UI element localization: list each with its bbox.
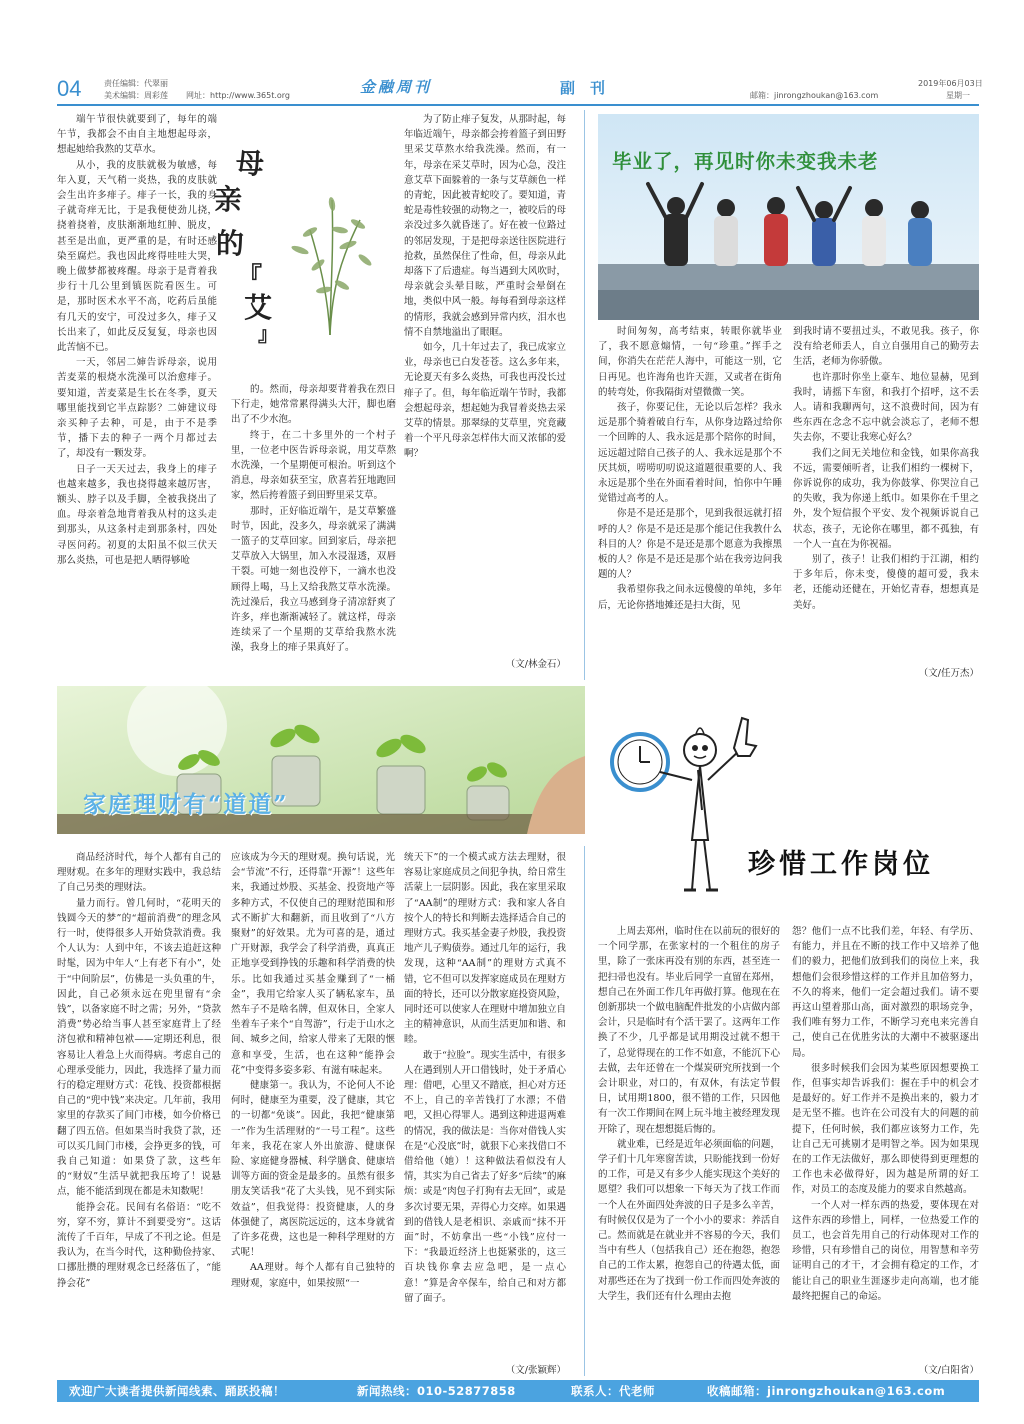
title-char: 』 [258, 322, 278, 346]
paragraph: 日子一天天过去，我身上的痱子也越来越多，我也挠得越来越厉害，额头、脖子以及手脚，全被我挠出了血。母亲着急地背着我从村的这头走到那头，从这条村走到那条村，四处寻医问药。初夏的太阳虽不似三伏天那么炎热，可也是把人晒得够呛 [57, 463, 217, 566]
editor-credit: 责任编辑：代翠丽 [104, 79, 168, 88]
footer-invite: 欢迎广大读者提供新闻线索、踊跃投稿！ [69, 1384, 285, 1398]
paragraph: 也许那时你坐上豪车、地位显赫，见到我时，请摇下车窗，和我打个招呼，这不丢人。请和我聊两句，这不浪费时间，因为有些东西在念念不忘中就会淡忘了，老师不想失去你，不要让我寒心好么？ [793, 371, 979, 444]
article4-column-1 [598, 924, 780, 1380]
footer-email[interactable]: 收稿邮箱：jinrongzhoukan@163.com [707, 1384, 946, 1398]
article3-column-2 [231, 850, 395, 1380]
article3-column-3 [404, 850, 566, 1364]
title-char: 母 [236, 147, 265, 180]
article2-column-1 [598, 324, 782, 684]
issue-date: 2019年06月03日 [918, 79, 983, 88]
graduation-photo [598, 114, 979, 320]
paragraph: 到我时请不要扭过头，不敢见我。孩子，你没有给老师丢人，自立自强用自己的勤劳去生活，老师为你骄傲。 [793, 326, 979, 368]
article2-column-2 [793, 324, 979, 664]
paragraph: 别了，孩子！让我们相约于江湖，相约于多年后，你未变，傻傻的超可爱，我未老，还能动还健在，开始忆青春，想想真是美好。 [793, 554, 979, 611]
paragraph: 我希望你我之间永远傻傻的单纯，多年后，无论你搭地摊还是扫大街，见 [598, 584, 782, 611]
mugwort-illustration [270, 190, 390, 340]
paragraph: 为了防止痱子复发，从那时起，每年临近端午，母亲都会挎着篮子到田野里采艾草熬水给我洗澡。然而，有一年，母亲在采艾草时，因为心急，没注意艾草下面躲着的一条与艾草颜色一样的青蛇，因此被青蛇咬了。要知道，青蛇是毒性较强的动物之一，被咬后的母亲没过多久就昏迷了。好在被一位路过的邻居发现，于是把母亲送往医院进行抢救，虽然保住了性命，但，母亲从此却落下了后遗症。每当遇到大风吹时，母亲就会头晕目眩，严重时会晕倒在地，类似中风一般。每每看到母亲这样的情形，我就会感到异常内疚，泪水也情不自禁地溢出了眼眶。 [404, 114, 566, 338]
section-name: 副 刊 [560, 79, 606, 97]
article4-title: 珍惜工作岗位 [748, 849, 934, 880]
paragraph: 端午节很快就要到了，每年的端午节，我都会不由自主地想起母亲，想起她给我熬的艾草水。 [57, 114, 217, 156]
issue-weekday: 星期一 [946, 91, 970, 100]
paragraph: 我们之间无关地位和金钱，如果你高我不远，需要倾听者，让我们相约一棵树下，你诉说你的成功，我为你鼓掌、你哭泣自己的失败，我为你递上纸巾。如果你在千里之外，发个短信报个平安、发个视频诉说自己状态，孩子，无论你在哪里，都不孤独，有一个人一直在为你祝福。 [793, 447, 979, 550]
paragraph: 统天下”的一个模式或方法去理财，很容易让家庭成员之间犯争执，给日常生活蒙上一层阴影。因此，我在家里采取了“AA制”的理财方式：我和家人各自按个人的特长和判断去选择适合自己的理财方式。我买基金妻子炒股，我投资地产儿子购债券。通过几年的运行，我发现，这种“AA制”的理财方式真不错，它不但可以发挥家庭成员在理财方面的特长，还可以分散家庭投资风险，同时还可以使家人在理财中增加独立自主的精神意识，从而生活更加和谐、和睦。 [404, 852, 566, 1046]
article1-column-3 [404, 112, 566, 652]
paragraph: 如今，几十年过去了，我已成家立业，母亲也已白发苍苍。这么多年来，无论夏天有多么炎热，可我也再没长过痱子了。但，每年临近端午节时，我都会想起母亲，想起她为我冒着炎热去采艾草的情景。那翠绿的艾草里，究竟藏着一个平凡母亲怎样伟大而又浓郁的爱啊？ [404, 342, 566, 460]
contact-email[interactable]: 邮箱：jinrongzhoukan@163.com [750, 91, 879, 100]
column-divider [584, 846, 585, 1376]
website-link[interactable]: 网址：http://www.365t.org [186, 91, 291, 100]
paper-name: 金融周刊 [360, 78, 433, 96]
title-char: 艾 [244, 291, 273, 324]
paragraph: 健康第一。我认为，不论何人不论何时，健康至为重要，没了健康，其它的一切都“免谈”。因此，我把“健康第一”作为生活理财的“一号工程”。这些年来，我花在家人外出旅游、健康保险、家庭健身器械、科学膳食、健康培训等方面的资金是最多的。虽然有很多朋友笑话我“花了大头钱，见不到实际效益”，但我觉得：投资健康，人的身体强健了，离医院远远的，这本身就省了许多花费，这也是一种科学理财的方式呢！ [231, 1080, 395, 1259]
paragraph: 怨？他们一点不比我们差，年轻、有学历、有能力，并且在不断的找工作中又培养了他们的毅力，把他们放到我们的岗位上来，我想他们会很珍惜这样的工作并且加倍努力，不久的将来，他们一定会超过我们。请不要再这山望着那山高，面对激烈的职场竞争，我们唯有努力工作，不断学习充电来完善自己，使自己在优胜劣汰的大潮中不被驱逐出局。 [792, 926, 979, 1059]
article1-column-2 [231, 382, 396, 672]
designer-credit: 美术编辑：周彩莲 [104, 91, 168, 100]
article3-column-1 [57, 850, 221, 1380]
paragraph: 能挣会花。民间有名俗语：“吃不穷，穿不穷，算计不到要受穷”。这话流传了千百年，早成了不刊之论。但是我认为，在当今时代，这种勤俭持家、口挪肚攒的理财观念已经落伍了，“能挣会花” [57, 1201, 221, 1289]
article2-author: （文/任万杰） [918, 668, 979, 679]
title-char: 亲 [214, 183, 243, 216]
paragraph: 应该成为今天的理财观。换句话说，光会“节流”不行，还得靠“开源”！这些年来，我通过炒股、买基金、投资地产等多种方式，不仅使自己的理财范围和形式不断扩大和翻新，而且收到了“八方聚财”的好效果。尤为可喜的是，通过广开财源，我学会了科学消费，真真正正地享受到挣钱的乐趣和科学消费的快乐。比如我通过买基金赚到了“一桶金”，我用它给家人买了辆私家车，虽然车子不是啥名牌，但双休日，全家人坐着车子来个“自驾游”，行走于山水之间、城乡之间，给家人带来了无限的惬意和享受，生活，也在这种“能挣会花”中变得多姿多彩、有滋有味起来。 [231, 852, 395, 1076]
article3-author: （文/张颖辉） [505, 1365, 566, 1376]
paragraph: 时间匆匆，高考结束，转眼你就毕业了，我不愿意煽情，一句“珍重。”挥手之间，你消失在茫茫人海中，可能这一别，它日再见。也许海角也许天涯，又或者在街角的转弯处，你我隔街对望微微一笑。 [598, 326, 782, 398]
paragraph: 孩子，你要记住，无论以后怎样？我永远是那个骑着破自行车，从你身边路过给你一个回眸的人、我永远是那个陪你的时间，远远超过陪自己孩子的人、我永远是那个不厌其烦，唠唠叨叨说这道题很重要的人、我永远是那个坐在外面看着时间，怕你中午睡觉错过高考的人。 [598, 402, 782, 505]
money-plants-photo [57, 686, 585, 834]
paragraph: 量力而行。曾几何时，“花明天的钱圆今天的梦”的“超前消费”的理念风行一时，使得很多人开始贷款消费。我个人认为：人到中年，不该去追赶这种时髦，因为中年人“上有老下有小”，处于“中间阶层”，仿佛是一头负重的牛，因此，自己必须永远在兜里留有“余钱”，以备家庭不时之需；另外，“贷款消费”势必给当事人甚至家庭背上了经济包袱和精神包袱——定期还利息，很容易让人着急上火而得病。考虑自己的心理承受能力，因此，我选择了量力而行的稳定理财方式：花钱、投资都根据自己的“兜中钱”来决定。几年前，我用家里的存款买了间门市楼，如今价格已翻了四五倍。但如果当时我贷了款，还可以买几间门市楼，会挣更多的钱，可我自己知道：如果贷了款，这些年的“财奴”生活早就把我压垮了！说悬点，能不能活到现在都是未知数呢！ [57, 897, 221, 1198]
paragraph: 的。然而，母亲却要背着我在烈日下行走，她常常累得满头大汗，脚也磨出了不少水泡。 [231, 384, 396, 426]
column-divider [584, 110, 585, 680]
paragraph: 你是不是还是那个，见到我很远就打招呼的人？你是不是还是那个能记住我教什么科目的人？你是不是还是那个愿意为我擦黑板的人？你是不是还是那个站在我旁边问我题的人？ [598, 508, 782, 581]
title-char: 『 [238, 261, 262, 290]
article3-title: 家庭理财有“道道” [83, 791, 289, 818]
paragraph: 就业难，已经是近年必须面临的问题，学子们十几年寒窗苦读，只盼能找到一份好的工作，可是又有多少人能实现这个美好的愿望？我们可以想象一下每天为了找工作而一个人在外面四处奔波的日子是多么辛苦，有时候仅仅是为了一个小小的要求：养活自己。然而就是在就业并不容易的今天，我们当中有些人（包括我自己）还在抱怨，抱怨自己的工作太累，抱怨自己的待遇太低，面对那些还在为了找到一份工作而四处奔波的大学生，我们还有什么理由去抱 [598, 1138, 780, 1302]
paragraph: 从小，我的皮肤就极为敏感，每年入夏，天气稍一炎热，我的皮肤就会生出许多痱子。痱子一长，我的身子就奇痒无比，于是我便使劲儿挠，挠着挠着，皮肤渐渐地红肿、脱皮，甚至是出血，更严重的是，有时还感染至腐烂。我也因此疼得哇哇大哭，晚上做梦都被疼醒。母亲于是背着我步行十几公里到镇医院看医生。可是，那时医术水平不高，吃药后虽能有几天的安宁，可没过多久，痱子又长出来了，如此反反复复，母亲也因此苦恼不已。 [57, 159, 217, 354]
article4-author: （文/白阳省） [918, 1365, 979, 1376]
paragraph: 一天，邻居二婶告诉母亲，说用苦麦菜的根烧水洗澡可以治愈痱子。要知道，苦麦菜是生长在冬季，夏天哪里能找到它半点踪影？二婶建议母亲买种子去种，可是，由于不是季节，播下去的种子一两个月都过去了，却没有一颗发芽。 [57, 357, 217, 460]
footer-banner [57, 1380, 979, 1402]
title-char: 的 [216, 227, 245, 260]
article2-title: 毕业了，再见时你未变我未老 [612, 150, 879, 173]
paragraph: 终于，在二十多里外的一个村子里，一位老中医告诉母亲说，用艾草熬水洗澡，一个星期便可根治。听到这个消息，母亲如获至宝，欣喜若狂地跑回家，然后挎着篮子到田野里采艾草。 [231, 429, 396, 502]
paragraph: 上周去郑州，临时住在以前玩的很好的一个同学那，在张家村的一个租住的房子里，除了一张床再没有别的东西，甚至连一把扫帚也没有。毕业后同学一直留在郑州，想自己在外面工作几年再做打算。他现在在创新那块一个做电脑配件批发的小店做内部会计，只是临时有个活干罢了。这两年工作换了不少，几乎都是试用期没过就不想干了，总觉得现在的工作不如意，不能沉下心去做，去年还曾在一个煤炭研究所找到一个会计职业，对口的，有双休，有法定节假日，试用期1800，很不错的工作，只因他有一次工作期间在网上玩斗地主被经理发现开除了，现在想想挺后悔的。 [598, 926, 780, 1135]
article4-column-2 [792, 924, 979, 1360]
article1-column-1 [57, 112, 217, 672]
header-rule [57, 104, 979, 106]
footer-hotline: 新闻热线：010-52877858 [357, 1384, 516, 1398]
paragraph: 那时，正好临近端午，是艾草繁盛时节，因此，没多久，母亲就采了满满一篮子的艾草回家。回到家后，母亲把艾草放入大锅里，加入水浸湿透，双唇干裂。可她一刻也没停下，一滴水也没顾得上喝，马上又给我熬艾草水洗澡。洗过澡后，我立马感到身子清凉舒爽了许多，痒也渐渐减轻了。就这样，母亲连续采了一个星期的艾草给我熬水洗澡，我身上的痱子果真好了。 [231, 505, 396, 654]
footer-contact: 联系人：代老师 [571, 1384, 655, 1398]
paragraph: AA理财。每个人都有自己独特的理财观，家庭中，如果按照“一 [231, 1262, 395, 1289]
paragraph: 敢于“拉脸”。现实生活中，有很多人在遇到别人开口借钱时，处于矛盾心理：借吧，心里又不踏底，担心对方还不上，自己的辛苦钱打了水漂；不借吧，又担心得罪人。遇到这种进退两难的情况，我的做法是：当你对借钱人实在是“心没底”时，就狠下心来找借口不借给他（她）！这种做法看似没有人情，其实为自己省去了好多“后续”的麻烦：或是“肉包子打狗有去无回”，或是多次讨要无果，弄得心力交瘁。如果遇到的借钱人是老相识、亲戚而“抹不开面”时，不妨拿出一些“小钱”应付一下：“我最近经济上也挺紧张的，这三百块钱你拿去应急吧，是一点心意！”算是舍卒保车，给自己和对方都留了面子。 [404, 1049, 566, 1304]
paragraph: 很多时候我们会因为某些原因想要换工作，但事实却告诉我们：握在手中的机会才是最好的。好工作并不是换出来的，毅力才是无坚不摧。也许在公司没有大的问题的前提下，任何时候，我们都应该努力工作，先让自己无可挑剔才是明智之举。因为如果现在的工作无法做好，那么即使得到更理想的工作也未必做得好，因为越是所谓的好工作，对员工的态度及能力的要求自然越高。 [792, 1062, 979, 1196]
article1-author: （文/林金石） [505, 659, 566, 670]
paragraph: 一个人对一样东西的热爱，要体现在对这件东西的珍惜上，同样，一位热爱工作的员工，也会首先用自己的行动体现对工作的珍惜，只有珍惜自己的岗位，用智慧和辛劳证明自己的才干，才会拥有稳定的工作，才能让自己的职业生涯逐步走向高端，也才能最终把握自己的命运。 [792, 1199, 979, 1302]
paragraph: 商品经济时代，每个人都有自己的理财观。在多年的理财实践中，我总结了自己另类的理财法。 [57, 852, 221, 894]
page-number: 04 [57, 76, 82, 101]
